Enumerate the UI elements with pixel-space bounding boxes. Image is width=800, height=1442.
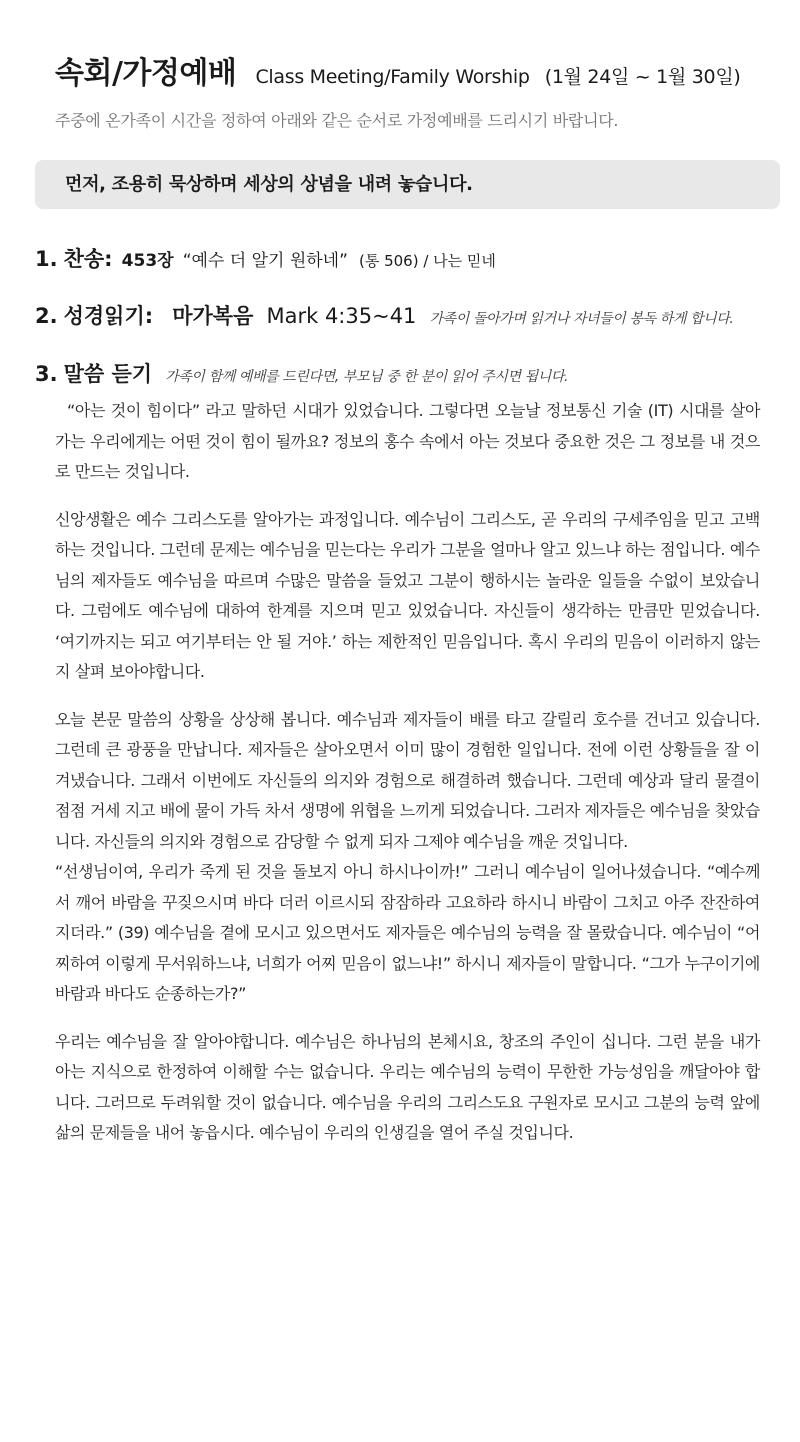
sermon-paragraph-3: 오늘 본문 말씀의 상황을 상상해 봅니다. 예수님과 제자들이 배를 타고 갈릴리 호수를 건너고 있습니다. 그런데 큰 광풍을 만납니다. 제자들은 살아오면서 이미 많이 경험한 일입니다. 전에 이런 상황들을 잘 이겨냈습니다. 그래서 이번에도 자신들의 의지와 경험으로 해결하려 했습니다. 그런데 예상과 달리 물결이 점점 거세 지고 배에 물이 가득 차서 생명에 위협을 느끼게 되었습니다. 그러자 제자들은 예수님을 찾았습니다. 자신들의 의지와 경험으로 감당할 수 없게 되자 그제야 예수님을 깨운 것입니다. (55, 709, 760, 851)
page-title-english: Class Meeting/Family Worship (255, 66, 530, 88)
reading-item (35, 300, 733, 330)
scripture-reference: Mark 4:35~41 (266, 304, 417, 328)
reading-item-label: 성경읽기: (63, 304, 154, 328)
page-title: 속회/가정예배 (55, 56, 237, 91)
scripture-book: 마가복음 (172, 304, 254, 328)
date-range: (1월 24일 ~ 1월 30일) (544, 66, 741, 88)
hymn-item-label: 찬송: (63, 247, 113, 271)
reading-note: 가족이 돌아가며 읽거나 자녀들이 봉독 하게 합니다. (429, 311, 734, 327)
sermon-body (55, 396, 760, 1166)
sermon-paragraph-2: 신앙생활은 예수 그리스도를 알아가는 과정입니다. 예수님이 그리스도, 곧 우리의 구세주임을 믿고 고백하는 것입니다. 그런데 문제는 예수님을 믿는다는 우리가 그분을 얼마나 알고 있느냐 하는 점입니다. 예수님의 제자들도 예수님을 따르며 수많은 말씀을 들었고 그분이 행하시는 놀라운 일들을 수없이 보았습니다. 그럼에도 예수님에 대하여 한계를 지으며 믿고 있었습니다. 자신들이 생각하는 만큼만 믿었습니다. ‘여기까지는 되고 여기부터는 안 될 거야.’ 하는 제한적인 믿음입니다. 혹시 우리의 믿음이 이러하지 않는지 살펴 보아야합니다. (55, 509, 760, 681)
page-subtitle: 주중에 온가족이 시간을 정하여 아래와 같은 순서로 가정예배를 드리시기 바랍니다. (55, 111, 619, 130)
sermon-note: 가족이 함께 예배를 드린다면, 부모님 중 한 분이 읽어 주시면 됩니다. (165, 369, 569, 385)
sermon-paragraph-1: “아는 것이 힘이다” 라고 말하던 시대가 있었습니다. 그렇다면 오늘날 정보통신 기술 (IT) 시대를 살아가는 우리에게는 어떤 것이 힘이 될까요? 정보의 홍수 속에서 아는 것보다 중요한 것은 그 정보를 내 것으로 만드는 것입니다. (55, 401, 760, 481)
meditation-banner: 먼저, 조용히 묵상하며 세상의 상념을 내려 놓습니다. (35, 160, 780, 209)
reading-item-number: 2. (35, 304, 58, 328)
page-header (55, 48, 740, 92)
sermon-item-label: 말씀 듣기 (63, 362, 153, 386)
sermon-paragraph-4: “선생님이여, 우리가 죽게 된 것을 돌보지 아니 하시나이까!” 그러니 예수님이 일어나셨습니다. “예수께서 깨어 바람을 꾸짖으시며 바다 더러 이르시되 잠잠하라 고요하라 하시니 바람이 그치고 아주 잔잔하여지더라.” (39) 예수님을 곁에 모시고 있으면서도 제자들은 예수님의 능력을 잘 몰랐습니다. 예수님이 “어찌하여 이렇게 무서워하느냐, 너희가 어찌 믿음이 없느냐!” 하시니 제자들이 말합니다. “그가 누구이기에 바람과 바다도 순종하는가?” (55, 862, 760, 1003)
hymn-item (35, 243, 496, 273)
sermon-item (35, 358, 568, 388)
sermon-item-number: 3. (35, 362, 58, 386)
sermon-paragraph-5: 우리는 예수님을 잘 알아야합니다. 예수님은 하나님의 본체시요, 창조의 주인이 십니다. 그런 분을 내가 아는 지식으로 한정하여 이해할 수는 없습니다. 우리는 예수님의 능력이 무한한 가능성임을 깨달아야 합니다. 그러므로 두려워할 것이 없습니다. 예수님을 우리의 그리스도요 구원자로 모시고 그분의 능력 앞에 삶의 문제들을 내어 놓읍시다. 예수님이 우리의 인생길을 열어 주실 것입니다. (55, 1031, 760, 1142)
hymn-extra: (통 506) / 나는 믿네 (358, 252, 496, 270)
hymn-number: 453장 (121, 251, 174, 271)
hymn-item-number: 1. (35, 247, 58, 271)
hymn-title: “예수 더 알기 원하네” (182, 251, 348, 271)
